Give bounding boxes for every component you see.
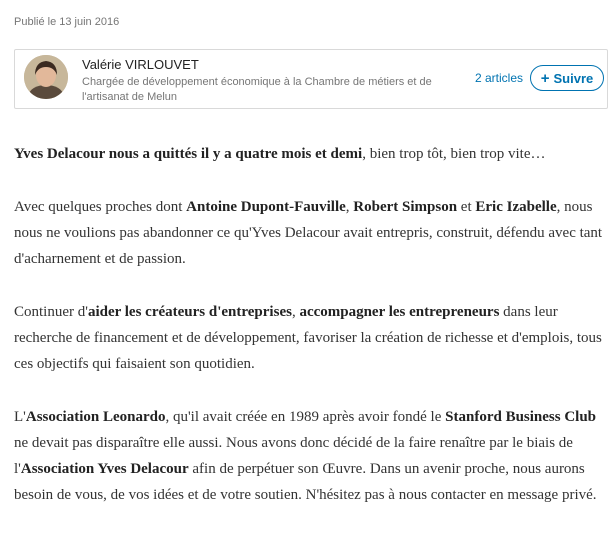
article-body (14, 141, 604, 535)
article-paragraph (14, 299, 604, 377)
article-paragraph (14, 194, 604, 272)
bold-text: Association Yves Delacour (20, 461, 189, 477)
avatar[interactable] (24, 55, 68, 99)
author-name[interactable]: Valérie VIRLOUVET (82, 57, 199, 72)
avatar-photo (24, 55, 68, 99)
bold-text: Yves Delacour nous a quittés il y a quatre mois et demi (14, 146, 363, 162)
bold-text: aider les créateurs d'entreprises (87, 304, 292, 320)
follow-button[interactable] (530, 65, 604, 91)
text-run: Continuer d' (14, 304, 88, 320)
text-run: , nous nous ne voulions pas abandonner ce qu'Yves Delacour avait entrepris, construit, défendu avec tant d'acharnement et de passion. (14, 199, 603, 267)
bold-text: accompagner les entrepreneurs (299, 304, 500, 320)
text-run: dans leur recherche de financement et de développement, favoriser la création de richesse et d'emplois, tous ces objectifs qui faisaient son quotidien. (14, 304, 602, 372)
text-run: ne devait pas disparaître elle aussi. Nous avons donc décidé de la faire renaître par le biais de l' (14, 435, 573, 477)
article-paragraph (14, 404, 604, 508)
text-run: , bien trop tôt, bien trop vite… (362, 146, 546, 162)
follow-label: Suivre (553, 70, 594, 86)
text-run: L' (14, 409, 26, 425)
author-card (14, 49, 608, 109)
bold-text: Robert Simpson (353, 199, 458, 215)
articles-count-link[interactable]: 2 articles (475, 71, 524, 85)
bold-text: Stanford Business Club (445, 409, 597, 425)
bold-text: Association Leonardo (25, 409, 166, 425)
text-run: , qu'il avait créée en 1989 après avoir fondé le (165, 409, 446, 425)
text-run: Avec quelques proches dont (14, 199, 187, 215)
article-paragraph (14, 141, 604, 167)
bold-text: Eric Izabelle (475, 199, 557, 215)
plus-icon: + (540, 69, 550, 87)
text-run: et (457, 199, 476, 215)
text-run: afin de perpétuer son Œuvre. Dans un avenir proche, nous aurons besoin de vous, de vos idées et de votre soutien. N'hésitez pas à nous contacter en message privé. (14, 461, 597, 503)
publish-date: Publié le 13 juin 2016 (14, 16, 120, 28)
bold-text: Antoine Dupont-Fauville (186, 199, 346, 215)
author-headline: Chargée de développement économique à la Chambre de métiers et de l'artisanat de Melun (82, 76, 432, 103)
text-run: , (345, 199, 354, 215)
text-run: , (291, 304, 300, 320)
